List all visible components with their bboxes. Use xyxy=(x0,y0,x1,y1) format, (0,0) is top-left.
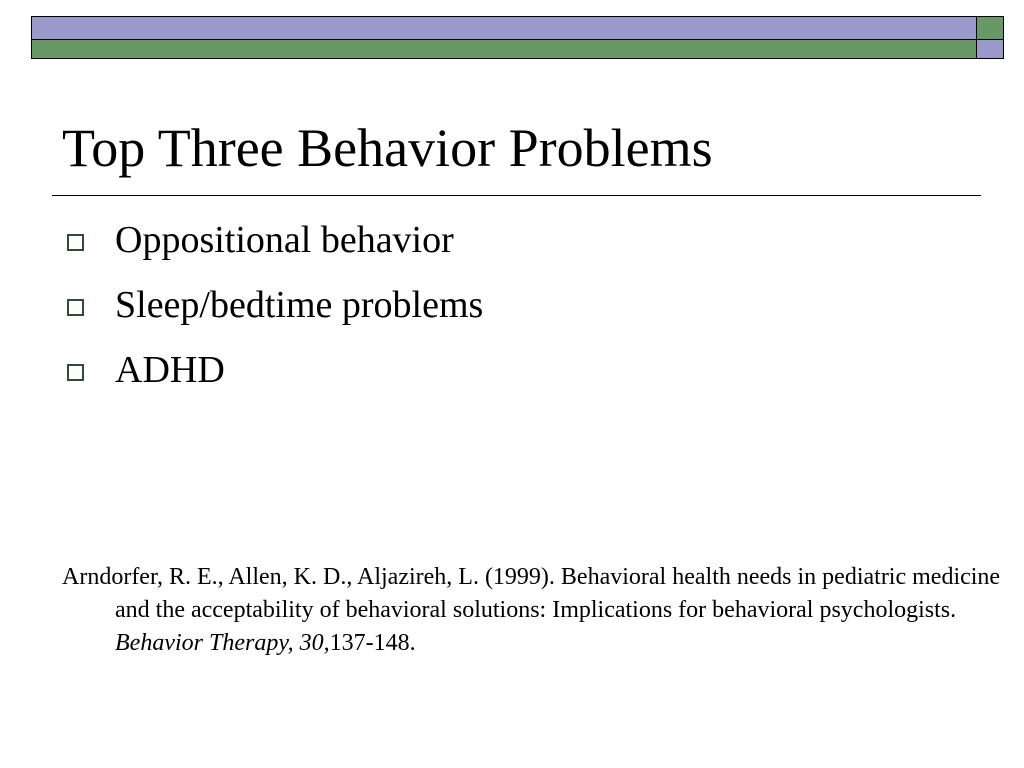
hollow-square-bullet-icon xyxy=(67,364,84,381)
hollow-square-bullet-icon xyxy=(67,299,84,316)
hollow-square-bullet-icon xyxy=(67,234,84,251)
bullet-text: Oppositional behavior xyxy=(115,219,454,261)
citation-authors-title: Arndorfer, R. E., Allen, K. D., Aljazireh, L. (1999). Behavioral health needs in pediatric medicine and the acceptability of behavioral solutions: Implications for behavioral psychologists. xyxy=(62,564,1001,623)
title-divider xyxy=(52,195,981,196)
slide-title: Top Three Behavior Problems xyxy=(62,118,713,178)
header-bar-blue xyxy=(31,16,977,40)
header-square-blue xyxy=(976,39,1004,59)
header-bar-green xyxy=(31,39,977,59)
bullet-text: Sleep/bedtime problems xyxy=(115,284,484,326)
citation-pages: 137-148. xyxy=(329,630,416,656)
reference-citation xyxy=(62,561,1024,660)
header-square-green xyxy=(976,16,1004,40)
citation-journal: Behavior Therapy, 30, xyxy=(115,630,330,656)
header-decoration xyxy=(31,16,1004,59)
bullet-text: ADHD xyxy=(115,349,225,391)
